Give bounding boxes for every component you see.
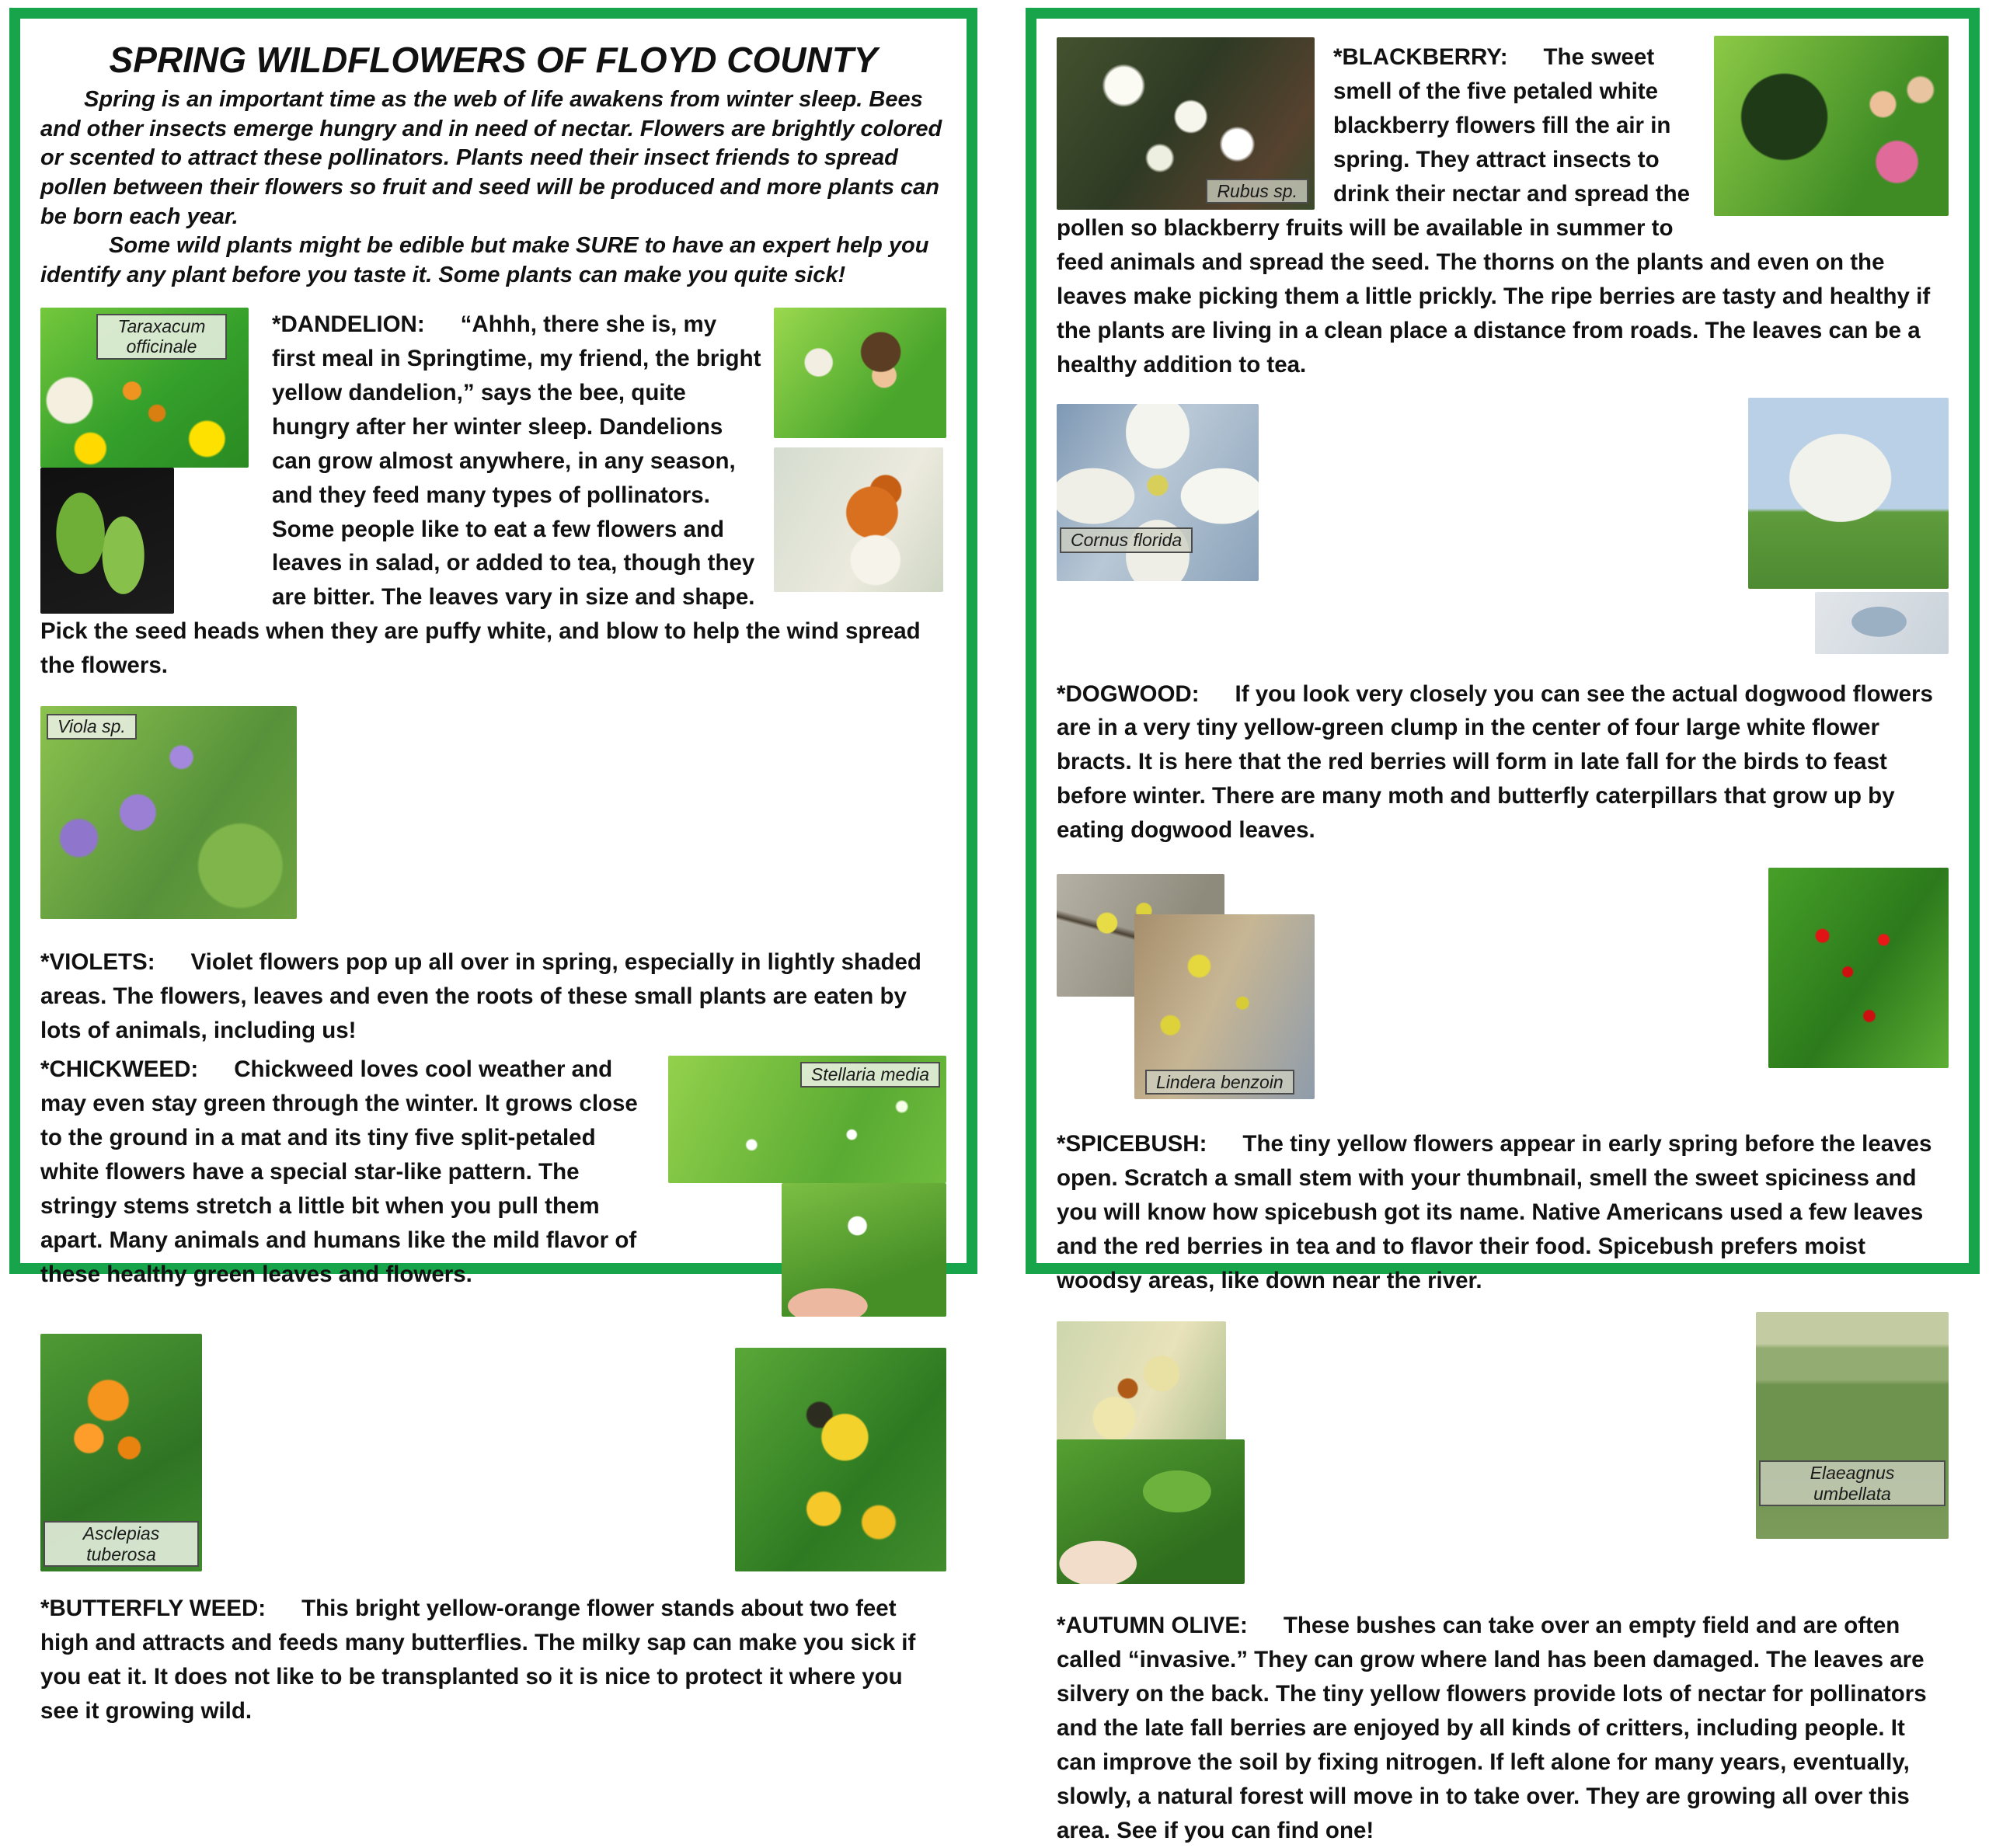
dogwood-flower-photo — [1057, 404, 1259, 581]
taraxacum-caption: Taraxacum officinale — [96, 314, 227, 360]
stellaria-caption: Stellaria media — [800, 1062, 940, 1087]
right-page-content — [1036, 19, 1969, 1843]
cornus-caption: Cornus florida — [1060, 527, 1193, 552]
blackberry-flowers-photo — [1057, 37, 1315, 210]
page-title: SPRING WILDFLOWERS OF FLOYD COUNTY — [109, 40, 878, 80]
spicebush-photo-group — [1057, 874, 1315, 1099]
girl-blowing-dandelion-photo — [774, 308, 946, 438]
dogwood-body: If you look very closely you can see the actual dogwood flowers are in a very tiny yellow-green clump in the center of four large white flower bracts. It is here that the red berries will form in late fall for the birds to feast before winter. There are many moth and butterfly caterpillars that grow up by eating dogwood leaves. — [1057, 680, 1933, 844]
violets-heading: *VIOLETS: — [40, 949, 155, 976]
section-spicebush — [1057, 1099, 1949, 1298]
butterfly-weed-body: This bright yellow-orange flower stands about two feet high and attracts and feeds many butterflies. The milky sap can make you sick if you eat it. It does not like to be transplanted so it is nice to protect it where you see it growing wild. — [40, 1596, 916, 1724]
dandelion-field-photo — [40, 308, 249, 468]
butterfly-weed-photo — [40, 1334, 202, 1571]
intro-paragraph-2: Some wild plants might be edible but make SURE to have an expert help you identify any plant before you taste it. Some plants can make you quite sick! — [40, 233, 929, 288]
left-page — [9, 8, 977, 1724]
violets-body: Violet flowers pop up all over in spring, especially in lightly shaded areas. The flowers, leaves and even the roots of these small plants are eaten by lots of animals, including us! — [40, 949, 921, 1044]
elaeagnus-caption: Elaeagnus umbellata — [1759, 1460, 1945, 1506]
asclepias-caption: Asclepias tuberosa — [44, 1521, 199, 1567]
chickweed-closeup-photo — [782, 1183, 946, 1317]
section-butterfly-weed — [40, 1571, 946, 1728]
intro-paragraph-1: Spring is an important time as the web of life awakens from winter sleep. Bees and other insects emerge hungry and in need of nectar. Flowers are brightly colored or scented to attract these pollinators. Plants need their insect friends to spread pollen between their flowers so fruit and seed will be produced and more plants can be born each year. — [40, 87, 942, 229]
butterfly-weed-heading: *BUTTERFLY WEED: — [40, 1596, 266, 1622]
fox-photo — [774, 447, 943, 592]
violets-photo — [40, 706, 297, 919]
chickweed-mat-photo — [668, 1056, 946, 1183]
autumn-olive-field-photo — [1756, 1312, 1949, 1539]
spicebush-berries-photo — [1768, 868, 1949, 1068]
autumn-olive-photo-stack — [1057, 1321, 1245, 1584]
dandelion-photo-stack — [40, 308, 252, 614]
dandelion-leaves-photo — [40, 468, 174, 614]
silvery-leaves-hand-photo — [1057, 1439, 1245, 1584]
section-dogwood — [1057, 654, 1949, 848]
right-page — [1026, 8, 1980, 1843]
swallowtail-butterfly-photo — [735, 1348, 946, 1571]
dogwood-right-photo-stack — [1748, 398, 1949, 654]
section-violets — [40, 919, 946, 1048]
dogwood-tree-photo — [1748, 398, 1949, 589]
spicebush-body: The tiny yellow flowers appear in early spring before the leaves open. Scratch a small stem with your thumbnail, smell the sweet spiciness and you will know how spicebush got its name. Native Americans used a few leaves and the red berries in tea and to flavor their food. Spicebush prefers moist woodsy areas, like down near the river. — [1057, 1131, 1932, 1294]
chickweed-photo-stack — [668, 1056, 946, 1317]
chickweed-body: Chickweed loves cool weather and may even stay green through the winter. It grows close to the ground in a mat and its tiny five split-petaled white flowers have a special star-like pattern. The stringy stems stretch a little bit when you pull them apart. Many animals and humans like the mild flavor of these healthy green leaves and flowers. — [40, 1056, 638, 1287]
left-page-content — [20, 19, 967, 1724]
spicebush-flowers-photo — [1134, 914, 1315, 1099]
dandelion-body: “Ahhh, there she is, my first meal in Springtime, my friend, the bright yellow dandelion,” says the bee, quite hungry after her winter sleep. Dandelions can grow almost anywhere, in any season, and they feed many types of pollinators. Some people like to eat a few flowers and leaves in salad, or added to tea, though they are bitter. The leaves vary in size and shape. Pick the seed heads when they are puffy white, and blow to help the wind spread the flowers. — [40, 311, 921, 679]
lindera-caption: Lindera benzoin — [1145, 1070, 1294, 1095]
blackberry-heading: *BLACKBERRY: — [1333, 44, 1508, 70]
dandelion-heading: *DANDELION: — [272, 311, 425, 337]
chickweed-heading: *CHICKWEED: — [40, 1056, 199, 1083]
dandelion-right-photo-stack — [774, 308, 946, 592]
autumn-olive-body: These bushes can take over an empty field and are often called “invasive.” They can grow where land has been damaged. The leaves are silvery on the back. The tiny yellow flowers provide lots of nectar for pollinators and the late fall berries are enjoyed by all kinds of critters, including people. It can improve the soil by fixing nitrogen. If left alone for many years, eventually, slowly, a natural forest will move in to take over. They are growing all over this area. See if you can find one! — [1057, 1613, 1927, 1843]
blue-butterfly-photo — [1815, 592, 1949, 654]
viola-caption: Viola sp. — [47, 714, 137, 739]
dogwood-heading: *DOGWOOD: — [1057, 680, 1200, 707]
section-autumn-olive — [1057, 1584, 1949, 1848]
rubus-caption: Rubus sp. — [1206, 179, 1308, 204]
spicebush-heading: *SPICEBUSH: — [1057, 1131, 1207, 1157]
family-picking-berries-photo — [1714, 36, 1949, 216]
autumn-olive-heading: *AUTUMN OLIVE: — [1057, 1613, 1248, 1639]
blackberry-body: The sweet smell of the five petaled white blackberry flowers fill the air in spring. They attract insects to drink their nectar and spread the pollen so blackberry fruits will be available in summer to feed animals and spread the seed. The thorns on the plants and even on the leaves make picking them a little prickly. The ripe berries are tasty and healthy if the plants are living in a clean place a distance from roads. The leaves can be a healthy addition to tea. — [1057, 44, 1931, 378]
